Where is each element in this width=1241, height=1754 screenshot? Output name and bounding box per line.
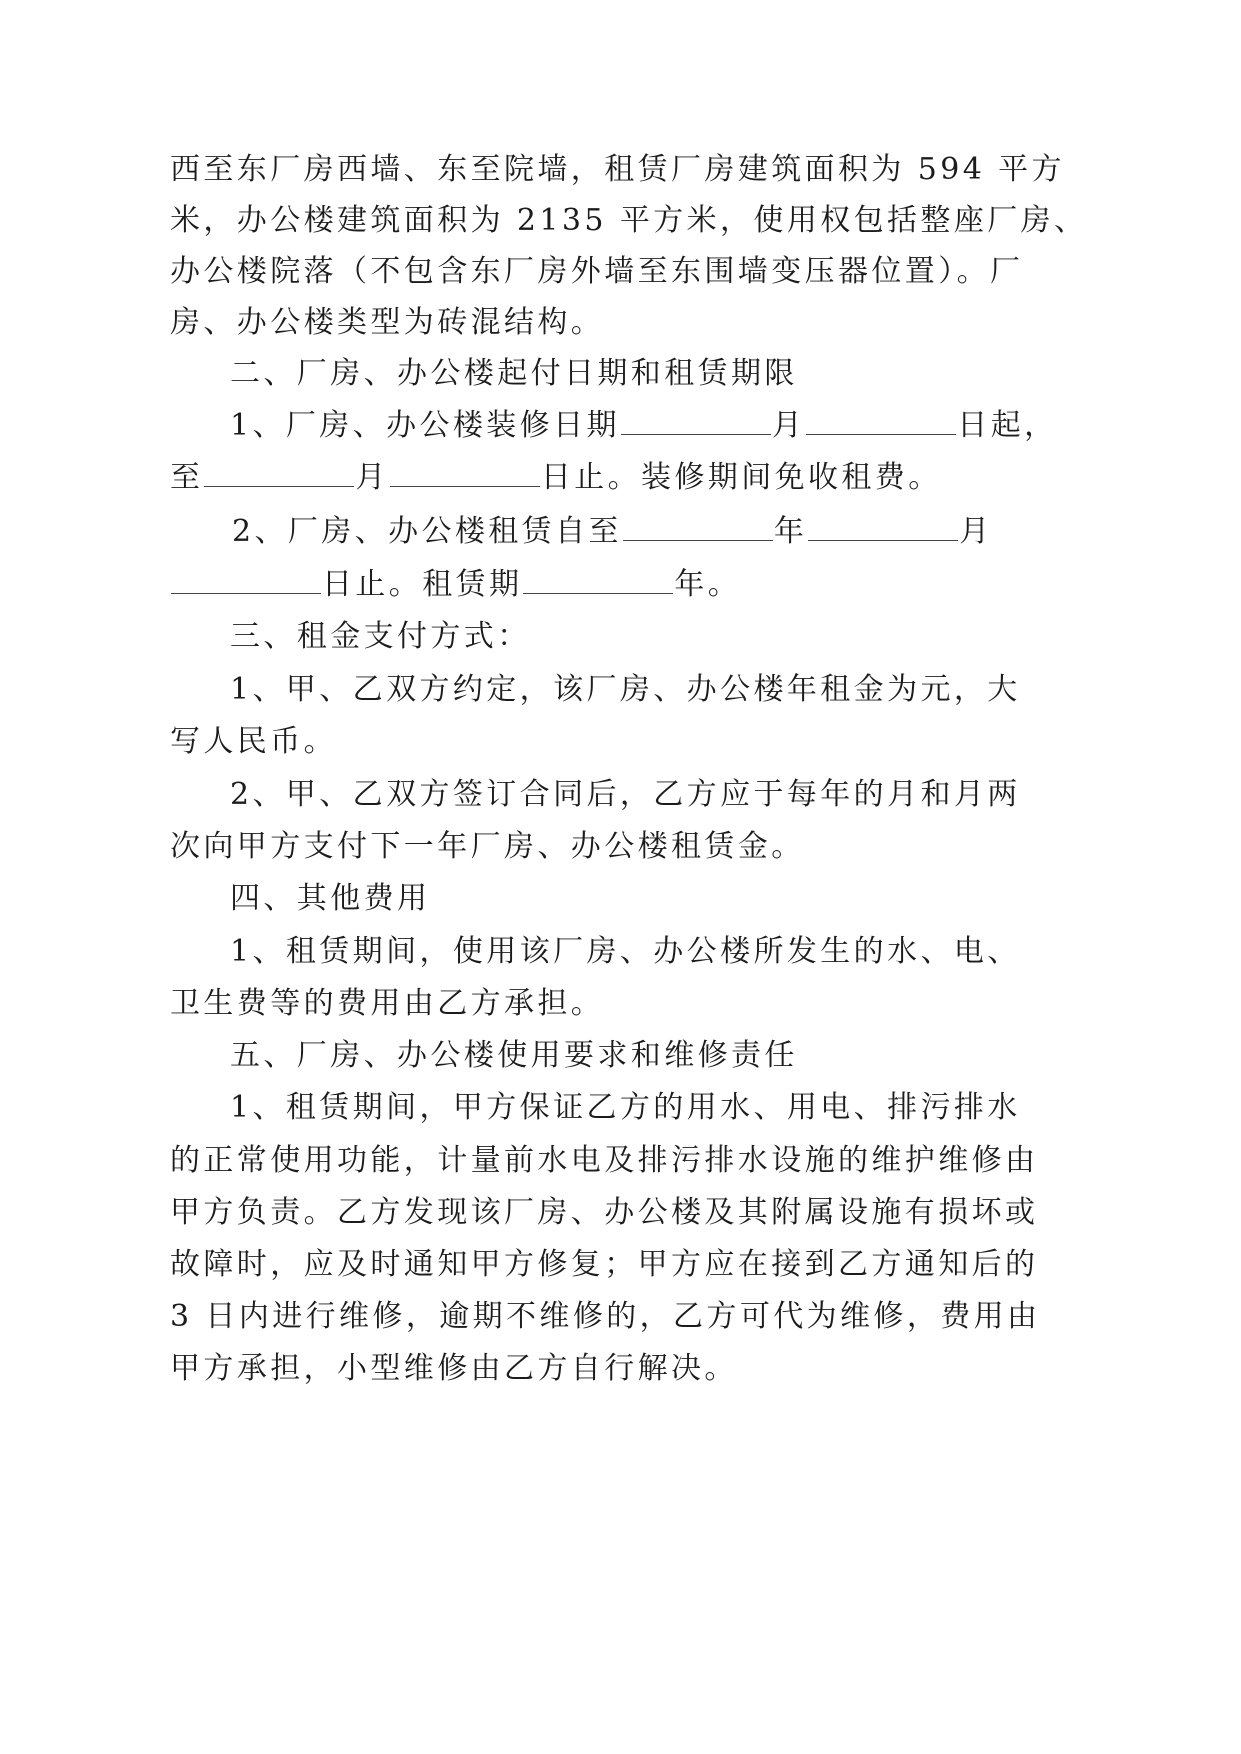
- text-run: 1、租赁期间，使用该厂房、办公楼所发生的水、电、: [230, 934, 1021, 969]
- fill-in-blank: [621, 406, 771, 435]
- text-run: 1、甲、乙双方约定，该厂房、办公楼年租金为元，大: [230, 672, 1021, 707]
- text-run: 办公楼院落（不包含东厂房外墙至东围墙变压器位置）。厂: [170, 254, 1024, 289]
- paragraph-line: [170, 252, 1023, 292]
- fill-in-blank: [171, 565, 321, 594]
- text-run: 次向甲方支付下一年厂房、办公楼租赁金。: [170, 829, 805, 864]
- text-run: 日起，: [957, 408, 1058, 443]
- fill-in-blank: [204, 458, 354, 487]
- text-run: 故障时，应及时通知甲方修复；甲方应在接到乙方通知后的: [170, 1247, 1039, 1282]
- text-run: 月: [959, 514, 993, 549]
- paragraph-line: [170, 458, 942, 498]
- text-run: 四、其他费用: [230, 881, 431, 916]
- section-heading: [230, 879, 430, 919]
- text-run: 1、厂房、办公楼装修日期: [230, 408, 620, 443]
- paragraph-line: [170, 1141, 1038, 1181]
- paragraph-line: [170, 565, 741, 605]
- paragraph-line: [230, 406, 1058, 446]
- paragraph-line: [230, 775, 1021, 815]
- text-run: 三、租金支付方式：: [230, 619, 531, 654]
- text-run: 年: [773, 514, 808, 549]
- paragraph-line: [170, 201, 1087, 241]
- fill-in-blank: [390, 458, 540, 487]
- paragraph-line: [170, 1349, 738, 1389]
- section-heading: [230, 617, 531, 657]
- text-run: 日止。装修期间免收租费。: [540, 460, 942, 495]
- section-heading: [230, 354, 798, 394]
- section-heading: [230, 1036, 798, 1076]
- paragraph-line: [170, 984, 604, 1024]
- paragraph-line: [170, 1297, 1040, 1337]
- text-run: 米，办公楼建筑面积为 2135 平方米，使用权包括整座厂房、: [170, 203, 1088, 238]
- paragraph-line: [170, 827, 805, 867]
- paragraph-line: [170, 722, 337, 762]
- text-run: 甲方承担，小型维修由乙方自行解决。: [170, 1351, 738, 1386]
- text-run: 卫生费等的费用由乙方承担。: [170, 986, 605, 1021]
- fill-in-blank: [808, 512, 958, 541]
- text-run: 的正常使用功能，计量前水电及排污排水设施的维护维修由: [170, 1143, 1039, 1178]
- text-run: 2、甲、乙双方签订合同后，乙方应于每年的月和月两: [230, 777, 1021, 812]
- fill-in-blank: [523, 565, 673, 594]
- text-run: 房、办公楼类型为砖混结构。: [170, 305, 605, 340]
- text-run: 日止。租赁期: [322, 567, 523, 602]
- text-run: 月: [771, 408, 806, 443]
- text-run: 年。: [674, 567, 742, 602]
- text-run: 二、厂房、办公楼起付日期和租赁期限: [230, 356, 798, 391]
- paragraph-line: [230, 932, 1021, 972]
- paragraph-line: [170, 303, 604, 343]
- text-run: 甲方负责。乙方发现该厂房、办公楼及其附属设施有损坏或: [170, 1195, 1039, 1230]
- fill-in-blank: [623, 512, 773, 541]
- text-run: 至: [170, 460, 204, 495]
- text-run: 月: [355, 460, 389, 495]
- paragraph-line: [170, 1245, 1038, 1285]
- text-run: 2、厂房、办公楼租赁自至: [232, 514, 622, 549]
- paragraph-line: [232, 512, 993, 552]
- text-run: 西至东厂房西墙、东至院墙，租赁厂房建筑面积为 594 平方: [170, 152, 1065, 187]
- paragraph-line: [230, 1088, 1021, 1128]
- paragraph-line: [170, 150, 1065, 190]
- text-run: 3 日内进行维修，逾期不维修的，乙方可代为维修，费用由: [170, 1299, 1041, 1334]
- fill-in-blank: [806, 406, 956, 435]
- text-run: 五、厂房、办公楼使用要求和维修责任: [230, 1038, 798, 1073]
- paragraph-line: [230, 670, 1021, 710]
- text-run: 写人民币。: [170, 724, 337, 759]
- paragraph-line: [170, 1193, 1038, 1233]
- text-run: 1、租赁期间，甲方保证乙方的用水、用电、排污排水: [230, 1090, 1021, 1125]
